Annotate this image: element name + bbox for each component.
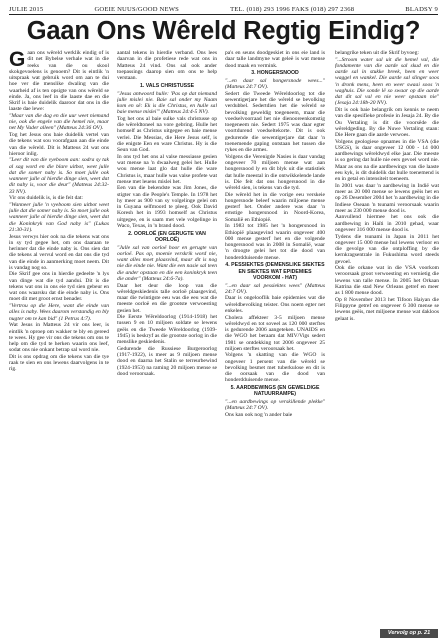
article-paragraph: Ook die orkane wat in die VSA voorkom veroorsaak groot verwoesting en vernietig die lewens van talle mense. In 2005 het Orkaan Katrina die stad New Orleans getref en meer as 1 800 mense dood. [335, 265, 439, 297]
article-paragraph: "Vertrou op die Here, want die einde van alles is naby. Wees daarom verstandig en bly nugter om te kan bid" (1 Petrus 4:7). [9, 303, 109, 322]
article-paragraph: Gaan ons wêreld werklik eindig of is dit net Bybelse verhale wat in die reeks van die ou skool skokgevoelens is genoem? Dit is eintlik 'n uitspraak wat gebruik word om aan te dui hoe ver die menslike dwaling van die waarheid af is ten opsigte van ons wêreld se einde. Ja, ons leef in die laaste dae en die Skrif is baie duidelik daaroor dat ons in die laaste dae lewe: [9, 50, 109, 113]
section-heading: 5. AARDBEWINGS (EN GEWELDIGE NATUURRAMPE) [230, 385, 320, 398]
article-paragraph: Dit is ons opdrag om die tekens van die tye raak te sien en ons lewens daarvolgens in te rig. [9, 353, 109, 373]
issue-date: JULIE 2015 [9, 6, 44, 13]
article-paragraph: Aanvullend hiermee het ons ook die aardbewing in Haïti in 2010 gehad, waar ongeveer 316 000 mense dood is. [335, 214, 439, 233]
article-paragraph: belangrike teken uit die Skrif byvoeg: [335, 50, 419, 56]
section-heading: 2. OORLOË (EN GERUGTE VAN OORLOË) [128, 230, 206, 243]
article-paragraph: Wat Jesus in Matteus 24 vir ons leer, is eintlik 'n oproep om wakker te bly en gereed te wees. Hy gee vir ons die tekens om ons te help om die tyd te herken waarin ons leef, sodat ons nie onkant betrap sal word nie. [9, 322, 109, 354]
article-paragraph: "Jesus antwoord hulle: 'Pas op dat niemand julle mislei nie. Baie sal onder my Naam kom en sê: Ek is die Christus, en hulle sal baie mense mislei'" (Matteus 24:4-5 NV). [117, 90, 217, 116]
article-column-3 [225, 50, 325, 419]
article-column-2 [117, 50, 217, 377]
article-paragraph: "Wanneer julle 'n vyeboom sien uitbot weet julle dat die somer naby is. So moet julle ook wanneer julle al hierdie dinge sien, weet dat die Koninkryk van God naby is" (Lukas 21:30-31). [9, 201, 109, 233]
article-paragraph: Daar is ongelooflik baie epidemies wat die wêreldbevolking teister. Ons noem egter net enkeles. [225, 295, 325, 314]
section-heading: 1. VALS CHRISTUSSE [139, 82, 195, 89]
article-title: Gaan Ons Wêreld Regtig Eindig? [26, 17, 421, 45]
page-header [9, 3, 438, 13]
article-paragraph: "...en daar sal hongersnode wees..." (Matteus 24:7 OV). [225, 78, 325, 91]
article-paragraph: Tog het ons al baie sulke vals christusse op die wêreldtoneel na vore gebring. Hulle het homself as Christus uitgegee en baie mense verlei. Die Messias, die Here Jesus self, is die enigste Een en ware Christus. Hy is die Seun van God. [117, 115, 217, 154]
article-paragraph: "Julle sal van oorloë hoor en gerugte van oorloë. Pas op, moenie verskrik word nie, want alles moet plaasvind, maar dit is nog nie die einde nie. Want die een nasie sal teen die ander opstaan en die een koninkryk teen die ander" (Matteus 24:6-7a). [117, 244, 217, 282]
article-paragraph: Volgens geologiese opnames in die VSA (die USGS), is daar ongeveer 12 000 - 14 000 aardbewings wêreldwyd elke jaar. Die meeste is so gering dat hulle nie eers gevoel word nie. Maar as ons na die aardbewings van die laaste eeu kyk, is dit duidelik dat hulle toenemend is en in getal en intensiteit toeneem. [335, 138, 439, 183]
article-paragraph: Tydens die tsunami in Japan in 2011 het ongeveer 15 000 mense hul lewens verloor en die gevolge van die ontploffing by die kernkragsentrale in Fukushima word steeds gevoel. [335, 233, 439, 265]
article-paragraph: Dit is ook baie belangrik om kennis te neem van die spesifieke profesie in Jesaja 24. By die Ou Vertaling is dit die voorsêde die wêreldgeding. By die Nuwe Vertaling staan: Die Here gaan die aarde verwoes. [335, 107, 439, 139]
article-paragraph: Sedert die Tweede Wêreldoorlog tot die sewentigerjare het die wêreld se bevolking verdubbel. Sedertdien het die wêreld se bevolking geweldig toegeneem, maar die voedselvoorraad het nie dienooreenkomstig toegeneem nie. Sedert 1975 was daar egter voortdurend voedseltekorte. Dit is ook gedurende die sewentigerjare dat daar 'n toenemende gaping ontstaan het tussen die rykes en die armes. [225, 90, 325, 154]
article-paragraph: "...en daar sal pessiektes wees" (Matteus 24:7 OV). [225, 282, 325, 295]
article-paragraph: aantal tekens in hierdie verband. Ons lees daarvan in die profetiese rede wat ons in Matteus 24 vind. Ons sal ook ander toepassings daarop sien om ons te help verstaan. [117, 50, 217, 81]
article-paragraph: Volgens die Verenigde Nasies is daar vandag ongeveer 70 miljoen mense wat aan hongersnood ly en dit blyk uit die statistiek dat hulle meestal in die ontwikkelende lande is. Die feit dat ons hongersnood in die wêreld sien, is tekens van die tyd. [225, 153, 325, 192]
section-heading: 4. PESSIEKTES (DEMENSLIKE SIEKTES EN SIEKTES WAT EPIDEMIES VOORKOM - HAT) [225, 262, 325, 281]
article-paragraph: "Maar van die dag en die uur weet niemand nie, ook die engele van die hemel nie, maar net My Vader alleen" (Matteus 24:36 OV). [9, 112, 109, 132]
article-column-1 [9, 50, 109, 373]
article-paragraph: Tog het Jesus ons baie duidelik vertel van die tekens wat sou voorafgaan aan die einde van die wêreld. Dit is Matteus 24 wat ons hieroor inlig. [9, 132, 109, 157]
article-paragraph: Cholera affekteer 3-5 miljoen mense wêreldwyd en tot soveel as 120 000 sterftes is gedurende 2006 aangeteken. UNAIDS en die WGO het beraam dat MIV/Vigs sedert 1981 se ontdekking tot 2006 ongeveer 25 miljoen sterftes veroorsaak het. [225, 314, 325, 352]
section-heading: 3. HONGERSNOOD [251, 70, 299, 77]
header-divider [9, 14, 438, 15]
article-paragraph: Daar het deur die loop van die wêreldgeskiedenis talle oorloë plaasgevind, maar die twintigste eeu was die eeu wat die meeste oorloë en die grootste verwoesting gesien het. [117, 282, 217, 314]
article-paragraph: Vir ons duidelik is, is die feit dat: [9, 195, 83, 202]
publication-name: GOEIE NUUS/GOOD NEWS [94, 6, 180, 13]
article-paragraph: "...Stroom water sal uit die hemel val, die fondamente van die aarde sal skud en die aarde sal in stukke breek, heen en weer waggel en wankel. Die aarde sal slinger soos 'n dronk mens, heen en weer swaai soos 'n waghuis. Die sonde lê so swaar op die aarde dat dit sal val en nie weer opstaan nie" (Jesaja 24:18b-20 NV). [335, 56, 439, 107]
article-paragraph: In 2001 was daar 'n aardbewing in Indië wat meer as 20 000 mense se lewens geëis het en op 26 Desember 2004 het 'n aardbewing in die Indiese Oseaan 'n tsunami veroorsaak waarin meer as 230 000 mense dood is. [335, 182, 439, 214]
article-paragraph: Ons kan ook nog 'n ander baie [225, 412, 293, 419]
article-paragraph: Een van die bekendste was Jim Jones, die stigter van die People's Temple. In 1978 het hy meer as 900 van sy volgelinge gelei om in Guyana selfmoord te pleeg. Ook David Koresh het in 1993 homself as Christus uitgegee, en is saam met vele volgelinge in Waco, Texas, in 'n brand dood. [117, 185, 217, 229]
article-paragraph: Gedurende die Russiese Burgeroorlog (1917-1922), is meer as 9 miljoen mense dood en daarna het Stalin se terreurbewind (1924-1953) na raming 20 miljoen mense se dood veroorsaak. [117, 345, 217, 377]
article-paragraph: Jesus verwys hier ook na die tekens wat ons in sy tyd gegee het, om ons daaraan te herinner dat die einde naby is. Ons sien dat die tekens al vervul word en dat ons die tyd van die einde in aanmerking moet neem. Dit is vandag nog so. [9, 233, 109, 271]
page-number: BLADSY 9 [405, 6, 438, 13]
article-paragraph: Die Eerste Wêreldoorlog (1914-1918) het tussen 9 en 10 miljoen soldate se lewens geëis en die Tweede Wêreldoorlog (1939-1945) is beskryf as die grootste oorlog in die menslike geskiedenis. [117, 314, 217, 346]
article-paragraph: Volgens 'n skatting van die WGO is ongeveer 1 persent van die wêreld se bevolking besmet met tuberkulose en dit is die oorsaak van die dood van honderdduisende mense. [225, 352, 325, 384]
article-paragraph: In 1983 tot 1985 het 'n hongersnood in Ethiopië plaasgevind waarin ongeveer 400 000 mense gesterf het en die volgende hongersnood was in 2008 in Somalië, waar 'n droogte gelei het tot die dood van honderdduisende mense. [225, 223, 325, 261]
article-paragraph: "...en aardbewings op verskillende plekke" (Matteus 24:7 OV). [225, 399, 325, 412]
article-paragraph: Die wêreld het in die vorige eeu verskeie hongersnode beleef waarin miljoene mense gesterf het. Onder andere was daar 'n ernstige hongersnood in Noord-Korea, Somalië en Ethiopië. [225, 191, 325, 223]
article-paragraph: Die Skrif gee ons in hierdie gedeelte 'n lys van dinge wat die tyd aandui. Dit is die tekens wat ons in ons eie tyd sien gebeur en wat ons waarsku dat die einde naby is. Ons moet dit met groot ernst benader. [9, 271, 109, 303]
contact-numbers: TEL. (018) 293 1996 FAKS (018) 297 2368 [230, 6, 355, 13]
article-paragraph: Op 8 November 2013 het Tifoon Haiyan die Filippyne getref en ongeveer 6 300 mense se lewens geëis, met miljoene mense wat dakloos gelaat is. [335, 296, 439, 322]
article-column-4 [335, 50, 439, 322]
article-paragraph: pa's en seuns doodgeskiet in ons eie land is daar talle landmyne wat geleë is wat mense dood maak en vermink. [225, 50, 325, 69]
article-paragraph: "Leer dit van die vyeboom aan: sodra sy tak al sag word en die blare uitbot, weet julle dat die somer naby is. So moet julle ook wanneer julle al hierdie dinge sien, weet dat dit naby is, voor die deur" (Matteus 24:32-33 NV). [9, 157, 109, 195]
drop-cap: G [9, 50, 26, 71]
article-paragraph: In ons tyd het ons al valse messiasse gesien wat mense na 'n dwaalweg gelei het. Hulle wou mense laat glo dat hulle die ware Christus is, maar hulle was valse profete wat mense met leuens mislei het. [117, 153, 217, 185]
continued-on-link[interactable]: Vervolg op p. 21 [380, 629, 438, 638]
